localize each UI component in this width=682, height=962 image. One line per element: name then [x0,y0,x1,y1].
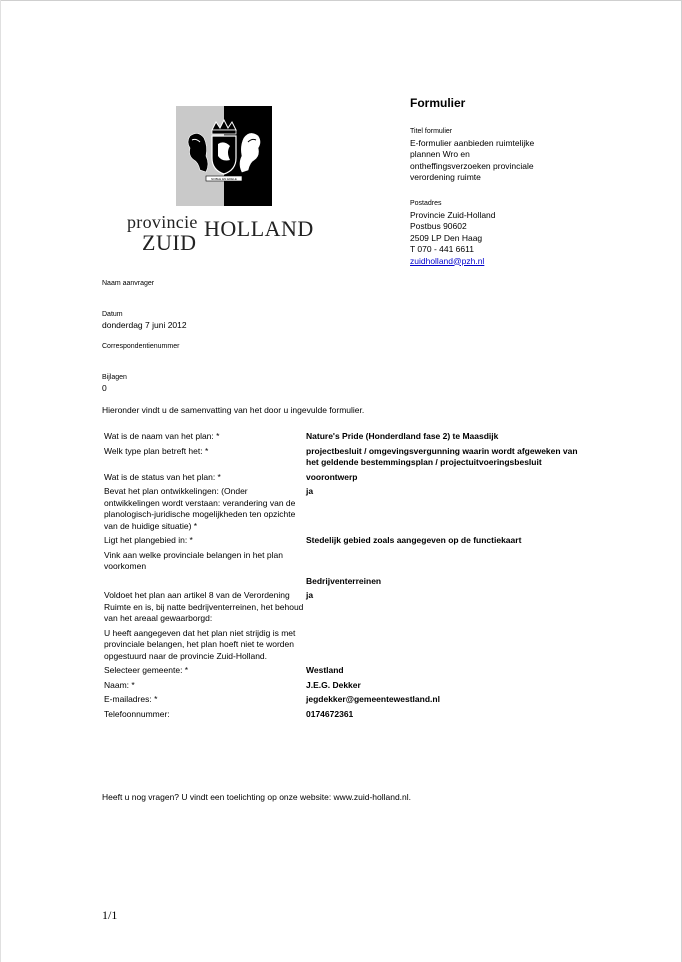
page-border-top [0,0,682,1]
question-cell: Welk type plan betreft het: * [104,445,209,456]
question-cell: Selecteer gemeente: * [104,665,189,675]
naam-aanvrager-block [102,278,154,289]
question-cell [102,576,306,591]
answer-cell: 0174672361 [306,708,354,719]
titel-line-4: verordening ruimte [410,172,481,182]
answer-cell [306,550,580,576]
postadres-line-3: 2509 LP Den Haag [410,232,483,243]
answer-cell: voorontwerp [306,471,358,482]
table-row [102,628,580,666]
question-cell: Bevat het plan ontwikkelingen: (Onder ontwikkelingen wordt verstaan: verandering van de planologisch-juridische mogelijkheden ten opzichte van de huidige situatie) * [104,486,296,531]
answer-cell [306,628,580,666]
logo-text-holland: HOLLAND [204,216,314,241]
postadres-line-2: Postbus 90602 [410,221,467,231]
titel-line-1: E-formulier aanbieden ruimtelijke [410,137,535,148]
datum-value: donderdag 7 juni 2012 [102,320,187,330]
titel-formulier-block [410,126,534,184]
naam-aanvrager-label: Naam aanvrager [102,280,155,287]
table-row [102,590,580,628]
question-cell: Ligt het plangebied in: * [104,535,193,545]
question-cell: Vink aan welke provinciale belangen in het plan voorkomen [104,549,283,571]
question-cell: Wat is de status van het plan: * [104,471,221,482]
table-row [102,472,580,487]
table-row [102,576,580,591]
question-cell: E-mailadres: * [104,694,158,704]
lions-crest-icon [176,106,272,206]
logo-text-provincie: provincie [127,212,198,232]
svg-text:NOBLE EN EDELE: NOBLE EN EDELE [211,177,237,181]
intro-text: Hieronder vindt u de samenvatting van het door u ingevulde formulier. [102,405,365,415]
table-row [102,446,580,472]
titel-line-2: plannen Wro en [410,149,470,159]
datum-label: Datum [102,311,123,318]
answer-cell: Nature's Pride (Honderdland fase 2) te Maasdijk [306,431,499,441]
question-cell: Naam: * [104,679,135,690]
titel-line-3: ontheffingsverzoeken provinciale [410,160,534,171]
form-title: Formulier [410,96,466,110]
answer-cell: jegdekker@gemeentewestland.nl [306,694,440,704]
bijlagen-value: 0 [102,383,107,393]
question-cell: U heeft aangegeven dat het plan niet strijdig is met provinciale belangen, het plan hoeft niet te worden opgestuurd naar de provincie Zuid-Holland. [104,627,296,661]
answer-cell: ja [306,590,314,600]
summary-table [102,431,580,723]
question-cell: Telefoonnummer: [104,708,170,719]
postadres-line-4: T 070 - 441 6611 [410,244,474,254]
provincie-zuid-holland-logo [124,104,324,254]
table-row [102,694,580,709]
answer-cell: ja [306,486,314,496]
table-row [102,550,580,576]
correspondentienummer-block [102,341,179,352]
bijlagen-block [102,372,127,394]
table-row [102,665,580,680]
postadres-line-1: Provincie Zuid-Holland [410,209,496,220]
table-row [102,535,580,550]
email-link[interactable]: zuidholland@pzh.nl [410,255,485,266]
answer-cell: Westland [306,665,344,675]
question-cell: Voldoet het plan aan artikel 8 van de Verordening Ruimte en is, bij natte bedrijventerreinen, het behoud van het areaal gewaarborgd: [104,590,304,623]
bijlagen-label: Bijlagen [102,374,127,381]
answer-cell: J.E.G. Dekker [306,679,361,690]
coat-of-arms [176,106,272,206]
page-border-left [0,0,1,962]
correspondentienummer-label: Correspondentienummer [102,343,180,350]
answer-cell: Stedelijk gebied zoals aangegeven op de functiekaart [306,535,522,545]
outro-text: Heeft u nog vragen? U vindt een toelichting op onze website: www.zuid-holland.nl. [102,792,412,802]
datum-block [102,309,187,331]
logo-text-zuid: ZUID [142,230,197,255]
table-row [102,680,580,695]
table-row [102,486,580,535]
titel-formulier-label: Titel formulier [410,128,453,135]
table-row [102,431,580,446]
postadres-label: Postadres [410,200,442,207]
answer-cell: projectbesluit / omgevingsvergunning waarin wordt afgeweken van het geldende bestemmingsplan / projectuitvoeringsbesluit [306,445,578,467]
page-number: 1/1 [102,908,118,922]
question-cell: Wat is de naam van het plan: * [104,431,220,441]
postadres-block [410,198,496,267]
table-row [102,709,580,724]
answer-cell: Bedrijventerreinen [306,575,382,586]
